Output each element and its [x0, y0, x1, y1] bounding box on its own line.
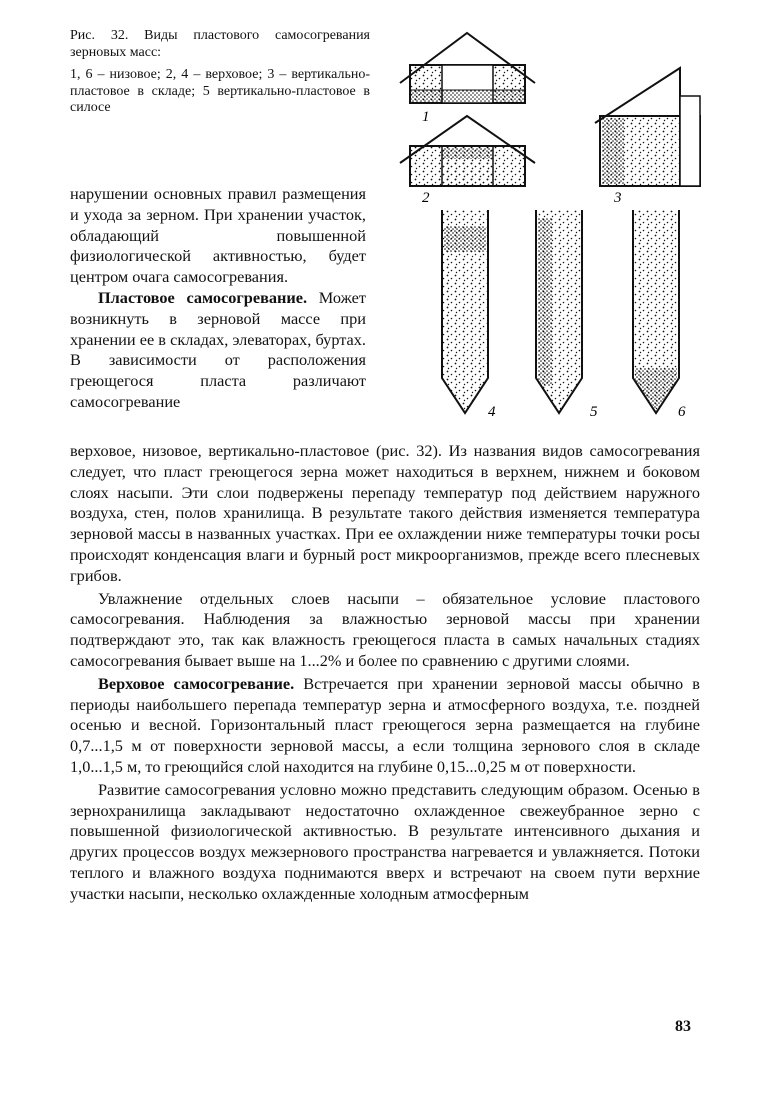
storage-diagram-2 [400, 116, 535, 186]
figure-label-5: 5 [590, 404, 598, 420]
storage-diagram-1 [400, 33, 535, 103]
figure-label-1: 1 [422, 109, 430, 125]
paragraph-4-body: Встречается при хранении зерновой массы обычно в периоды наибольшего перепада температур зерна и атмосферного воздуха, т.е. поздней осенью и весной. Горизонтальный пласт греющегося зерна размещается на глубине 0,7...1,5 м от поверхности зерновой массы, а если толщина зернового слоя в складе 1,0...1,5 м, то греющийся слой находится на глубине 0,15...0,25 м от поверхности. [70, 673, 700, 776]
main-text-column [70, 441, 700, 905]
paragraph-5: Развитие самосогревания условно можно представить следующим образом. Осенью в зернохранилища закладывают недостаточно охлажденное свежеубранное зерно с повышенной физиологической активностью. В результате интенсивного дыхания и других процессов воздух межзернового пространства нагревается и увлажняется. Потоки теплого и влажного воздуха поднимаются вверх и встречают на своем пути верхние участки насыпи, несколько охлажденные холодным атмосферным [70, 779, 700, 903]
paragraph-4 [70, 674, 700, 778]
figure-caption [70, 28, 370, 117]
paragraph-1: нарушении основных правил размещения и ухода за зерном. При хранении участок, обладающий повышенной физиологической активностью, будет центром очага самосогревания. [70, 184, 366, 287]
silo-diagram-4 [442, 210, 488, 413]
silo-diagram-5 [536, 210, 582, 413]
caption-legend: 1, 6 – низовое; 2, 4 – верховое; 3 – вертикально-пластовое в складе; 5 вертикально-пластовое в силосе [70, 67, 370, 115]
paragraph-2-body: Может возникнуть в зерновой массе при хранении ее в складах, элеваторах, буртах. В зависимости от расположения греющегося пласта различают самосогревание [70, 287, 366, 411]
caption-title: Рис. 32. Виды пластового самосогревания зерновых масс: [70, 28, 370, 60]
silo-diagram-6 [633, 210, 679, 413]
heading-plastovoe: Пластовое самосогревание. [98, 287, 308, 307]
wrapped-text-column [70, 184, 366, 413]
paragraph-2-continued: верховое, низовое, вертикально-пластовое (рис. 32). Из названия видов самосогревания следует, что пласт греющегося зерна может находиться в верхнем, нижнем и боковом слоях насыпи. Эти слои подвержены перепаду температур под действием наружного воздуха, стен, полов хранилища. В результате такого действия изменяется температура зерновой массы в названных участках. При ее охлаждении ниже температуры точки росы происходят конденсация влаги и бурный рост микроорганизмов, прежде всего плесневых грибов. [70, 441, 700, 585]
figure-label-4: 4 [488, 404, 496, 420]
heading-verkhovoe: Верховое самосогревание. [98, 673, 295, 693]
figure-label-2: 2 [422, 190, 430, 206]
page-number: 83 [675, 1018, 691, 1035]
figure-label-3: 3 [614, 190, 622, 206]
paragraph-3: Увлажнение отдельных слоев насыпи – обязательное условие пластового самосогревания. Наблюдения за влажностью зерновой массы при хранении подтверждают это, так как влажность греющегося пласта в самых начальных стадиях самосогревания бывает выше на 1...2% и более по сравнению с другими слоями. [70, 588, 700, 670]
paragraph-2-start [70, 288, 366, 413]
storage-diagram-3 [595, 68, 700, 186]
figure-label-6: 6 [678, 404, 686, 420]
figure-grain-storage-diagrams [390, 18, 720, 438]
